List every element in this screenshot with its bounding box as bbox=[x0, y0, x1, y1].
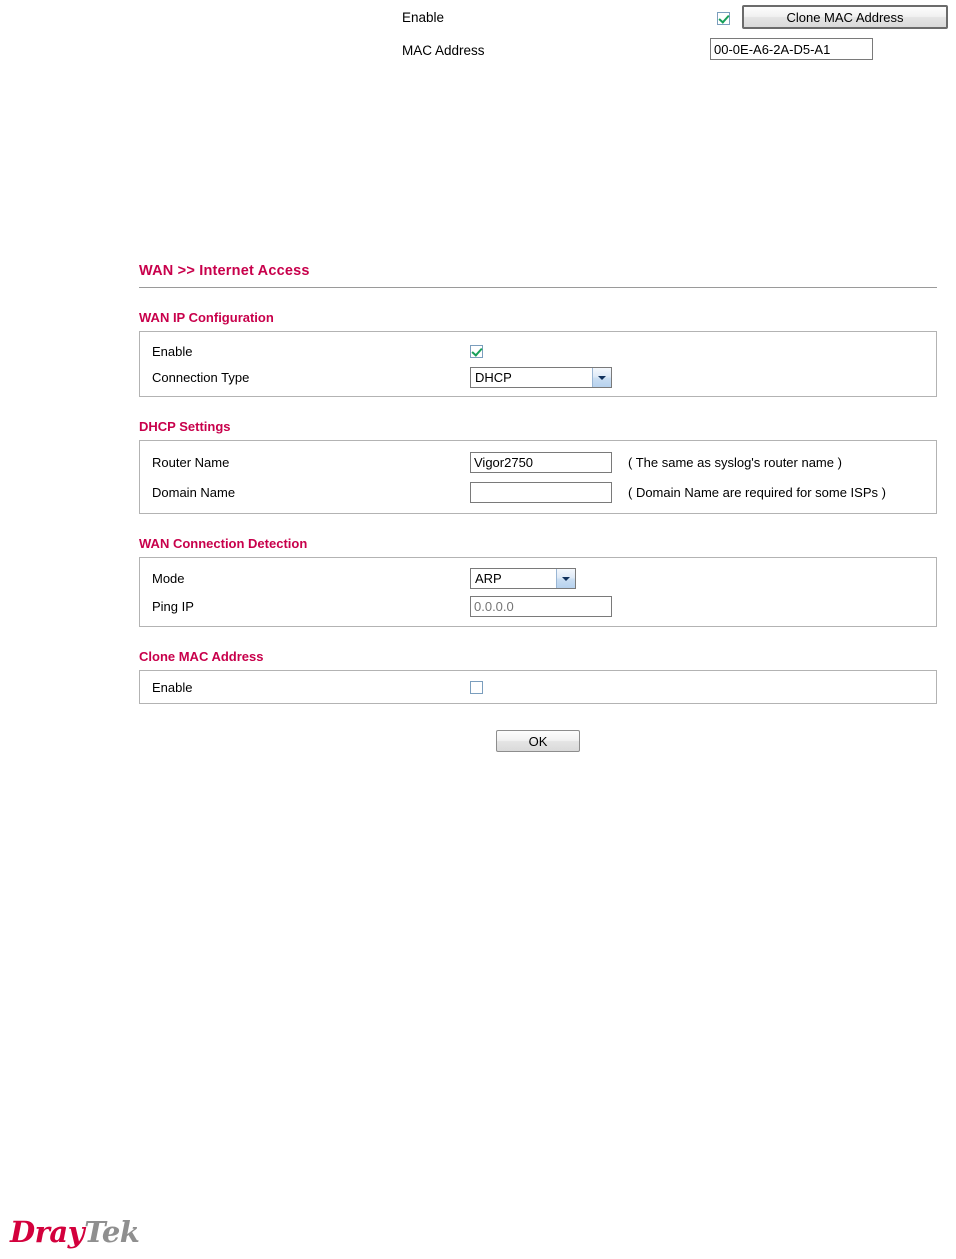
clone-mac-fragment bbox=[0, 0, 956, 80]
ping-ip-field bbox=[470, 596, 936, 617]
row-wan-enable bbox=[140, 338, 936, 364]
fragment-enable-label: Enable bbox=[402, 10, 445, 25]
ok-button[interactable]: OK bbox=[496, 730, 580, 752]
panel-dhcp-settings bbox=[139, 440, 937, 514]
section-heading-clone-mac-address: Clone MAC Address bbox=[139, 649, 264, 664]
section-heading-dhcp-settings: DHCP Settings bbox=[139, 419, 231, 434]
domain-name-input[interactable] bbox=[470, 482, 612, 503]
clone-mac-enable-checkbox[interactable] bbox=[470, 681, 483, 694]
clone-mac-address-button[interactable]: Clone MAC Address bbox=[742, 5, 948, 29]
wan-enable-checkbox[interactable] bbox=[470, 345, 483, 358]
row-ping-ip bbox=[140, 592, 936, 620]
logo-primary-text: Dray bbox=[10, 1215, 85, 1249]
wan-enable-label: Enable bbox=[152, 343, 193, 359]
domain-name-note: ( Domain Name are required for some ISPs ) bbox=[628, 484, 886, 500]
ping-ip-input[interactable] bbox=[470, 596, 612, 617]
connection-type-field bbox=[470, 367, 936, 388]
connection-type-select-wrap bbox=[470, 367, 612, 388]
fragment-mac-address-input[interactable] bbox=[710, 38, 873, 60]
panel-clone-mac-address bbox=[139, 670, 937, 704]
row-connection-type bbox=[140, 364, 936, 390]
connection-type-select[interactable] bbox=[470, 367, 612, 388]
row-detection-mode bbox=[140, 564, 936, 592]
ping-ip-label: Ping IP bbox=[152, 598, 194, 614]
connection-type-label: Connection Type bbox=[152, 369, 250, 385]
logo-secondary-text: Tek bbox=[84, 1215, 140, 1249]
clone-mac-enable-label: Enable bbox=[152, 679, 193, 695]
title-divider bbox=[139, 287, 937, 288]
router-name-input[interactable] bbox=[470, 452, 612, 473]
section-heading-wan-ip-configuration: WAN IP Configuration bbox=[139, 310, 274, 325]
domain-name-field bbox=[470, 482, 936, 503]
panel-wan-ip-configuration bbox=[139, 331, 937, 397]
router-name-field bbox=[470, 452, 936, 473]
router-name-note: ( The same as syslog's router name ) bbox=[628, 454, 842, 470]
row-domain-name bbox=[140, 477, 936, 507]
detection-mode-label: Mode bbox=[152, 570, 185, 586]
detection-mode-field bbox=[470, 568, 936, 589]
fragment-enable-checkbox[interactable] bbox=[717, 12, 730, 25]
page-title: WAN >> Internet Access bbox=[139, 263, 310, 279]
row-clone-mac-enable bbox=[140, 674, 936, 700]
wan-enable-field bbox=[470, 345, 936, 358]
clone-mac-enable-field bbox=[470, 681, 936, 694]
detection-mode-select[interactable] bbox=[470, 568, 576, 589]
router-name-label: Router Name bbox=[152, 454, 230, 470]
draytek-logo bbox=[10, 1215, 139, 1249]
domain-name-label: Domain Name bbox=[152, 484, 236, 500]
form-actions bbox=[139, 730, 937, 752]
panel-wan-connection-detection bbox=[139, 557, 937, 627]
row-router-name bbox=[140, 447, 936, 477]
section-heading-wan-connection-detection: WAN Connection Detection bbox=[139, 536, 308, 551]
internet-access-page bbox=[139, 263, 937, 752]
detection-mode-select-wrap bbox=[470, 568, 576, 589]
fragment-mac-address-label: MAC Address bbox=[402, 43, 485, 58]
